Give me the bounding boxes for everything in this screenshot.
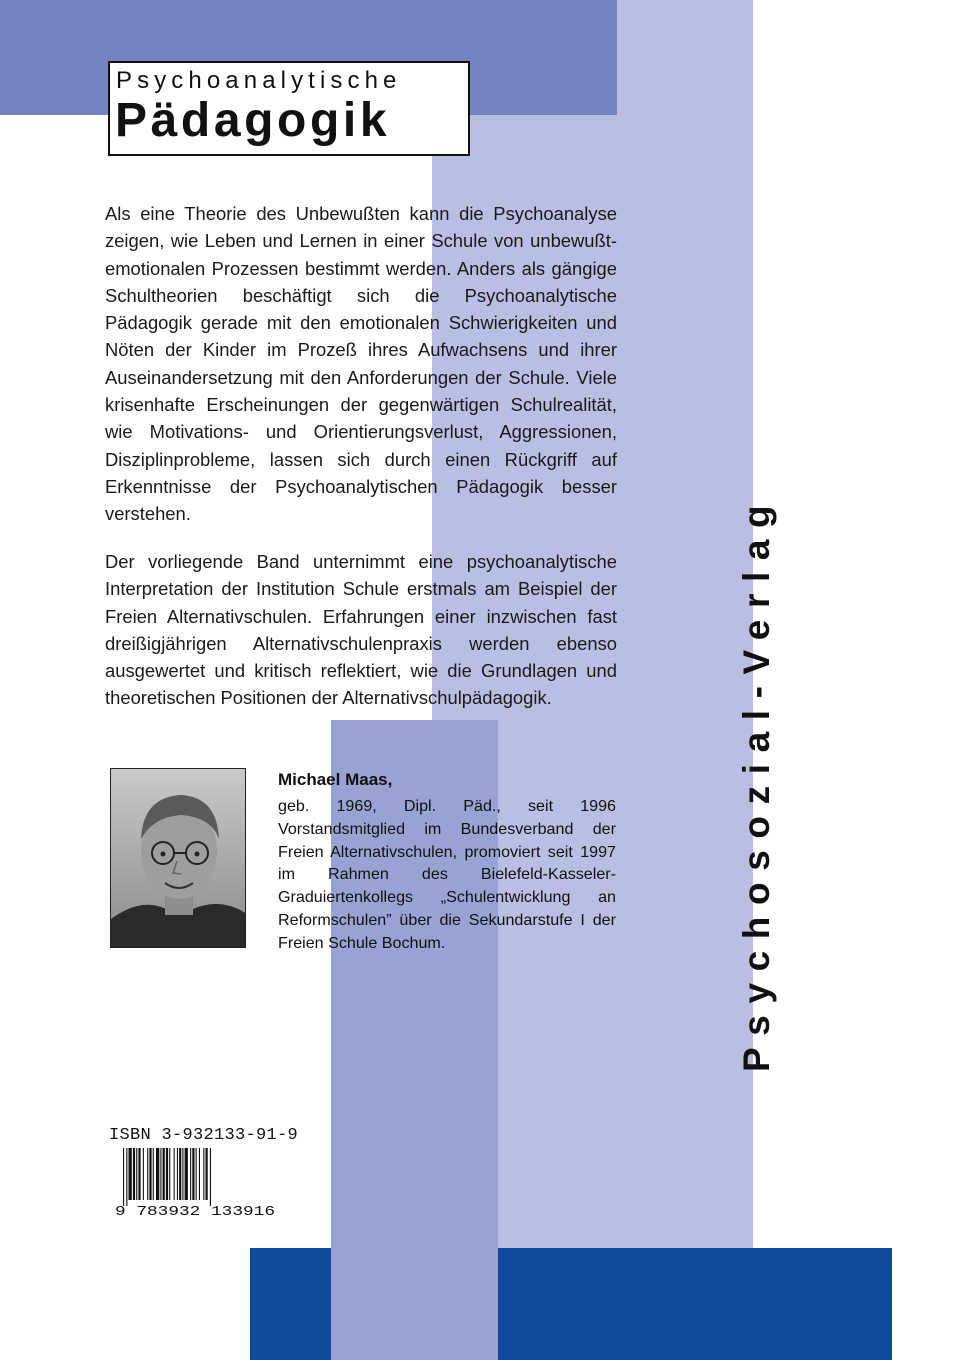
- ean-barcode: [109, 1146, 277, 1218]
- barcode-bar: [149, 1148, 151, 1200]
- barcode-bar: [143, 1148, 144, 1200]
- isbn-label: ISBN 3-932133-91-9: [109, 1126, 299, 1145]
- barcode-bar: [160, 1148, 161, 1200]
- light-vertical-column: [617, 0, 753, 1248]
- dark-bottom-block-right: [498, 1248, 892, 1360]
- series-title-line1: Psychoanalytische: [116, 67, 402, 94]
- ean-digits: 9 783932 133916: [115, 1204, 275, 1218]
- barcode-bar: [174, 1148, 175, 1200]
- barcode-bar: [185, 1148, 188, 1200]
- barcode-bar: [147, 1148, 148, 1200]
- barcode-bar: [199, 1148, 200, 1200]
- barcode-bar: [136, 1148, 137, 1200]
- barcode-bar: [190, 1148, 191, 1200]
- barcode-bar: [123, 1148, 124, 1206]
- barcode-bar: [163, 1148, 165, 1200]
- series-title-box: [108, 61, 470, 156]
- blurb-paragraph-2: Der vorliegende Band unternimmt eine psychoanalytische Interpretation der Institution Schule erstmals am Beispiel der Freien Alternativschulen. Erfahrungen einer inzwischen fast dreißigjährigen Alternativschulenpraxis werden ebenso ausgewertet und kritisch reflektiert, wie die Grundlagen und theoretischen Positionen der Alternativschulpädagogik.: [105, 551, 617, 709]
- author-photo: [110, 768, 246, 948]
- barcode-bar: [153, 1148, 154, 1200]
- blurb-paragraph-1: Als eine Theorie des Unbewußten kann die Psychoanalyse zeigen, wie Leben und Lernen in einer Schule von unbewußt-emotionalen Prozessen bestimmt werden. Anders als gängige Schultheorien beschäftigt sich die Psychoanalytische Pädagogik gerade mit den emotionalen Schwierigkeiten und Nöten der Kinder im Prozeß ihres Aufwachsens und ihrer Auseinandersetzung mit den Anforderungen der Schule. Viele krisenhafte Erscheinungen der gegenwärtigen Schulrealität, wie Motivations- und Orientierungsverlust, Aggressionen, Disziplinprobleme, lassen sich durch einen Rückgriff auf Erkenntnisse der Psychoanalytischen Pädagogik besser verstehen.: [105, 203, 617, 525]
- barcode-bar: [166, 1148, 168, 1200]
- barcode-bar: [179, 1148, 181, 1200]
- dark-bottom-block-left: [250, 1248, 331, 1360]
- barcode-bar: [182, 1148, 183, 1200]
- barcode-bar: [169, 1148, 170, 1200]
- barcode-bar: [196, 1148, 197, 1200]
- barcode-bars: [123, 1148, 211, 1206]
- barcode-bar: [210, 1148, 211, 1206]
- barcode-bar: [206, 1148, 208, 1200]
- barcode-bar: [156, 1148, 159, 1200]
- author-portrait-image: [111, 769, 246, 948]
- publisher-name: Psychosozial-Verlag: [736, 493, 777, 1072]
- barcode-bar: [126, 1148, 127, 1206]
- author-name: Michael Maas,: [278, 770, 393, 789]
- series-title-line2: Pädagogik: [115, 94, 391, 147]
- barcode-bar: [133, 1148, 135, 1200]
- barcode-bar: [177, 1148, 178, 1200]
- barcode-bar: [192, 1148, 194, 1200]
- barcode-bar: [203, 1148, 204, 1200]
- author-bio: geb. 1969, Dipl. Päd., seit 1996 Vorstandsmitglied im Bundesverband der Freien Alternativschulen, promoviert seit 1997 im Rahmen des Bielefeld-Kasseler-Graduiertenkollegs „Schulentwicklung an Reformschulen” über die Sekundarstufe I der Freien Schule Bochum.: [278, 797, 616, 952]
- barcode-bar: [129, 1148, 132, 1200]
- barcode-bar: [138, 1148, 140, 1200]
